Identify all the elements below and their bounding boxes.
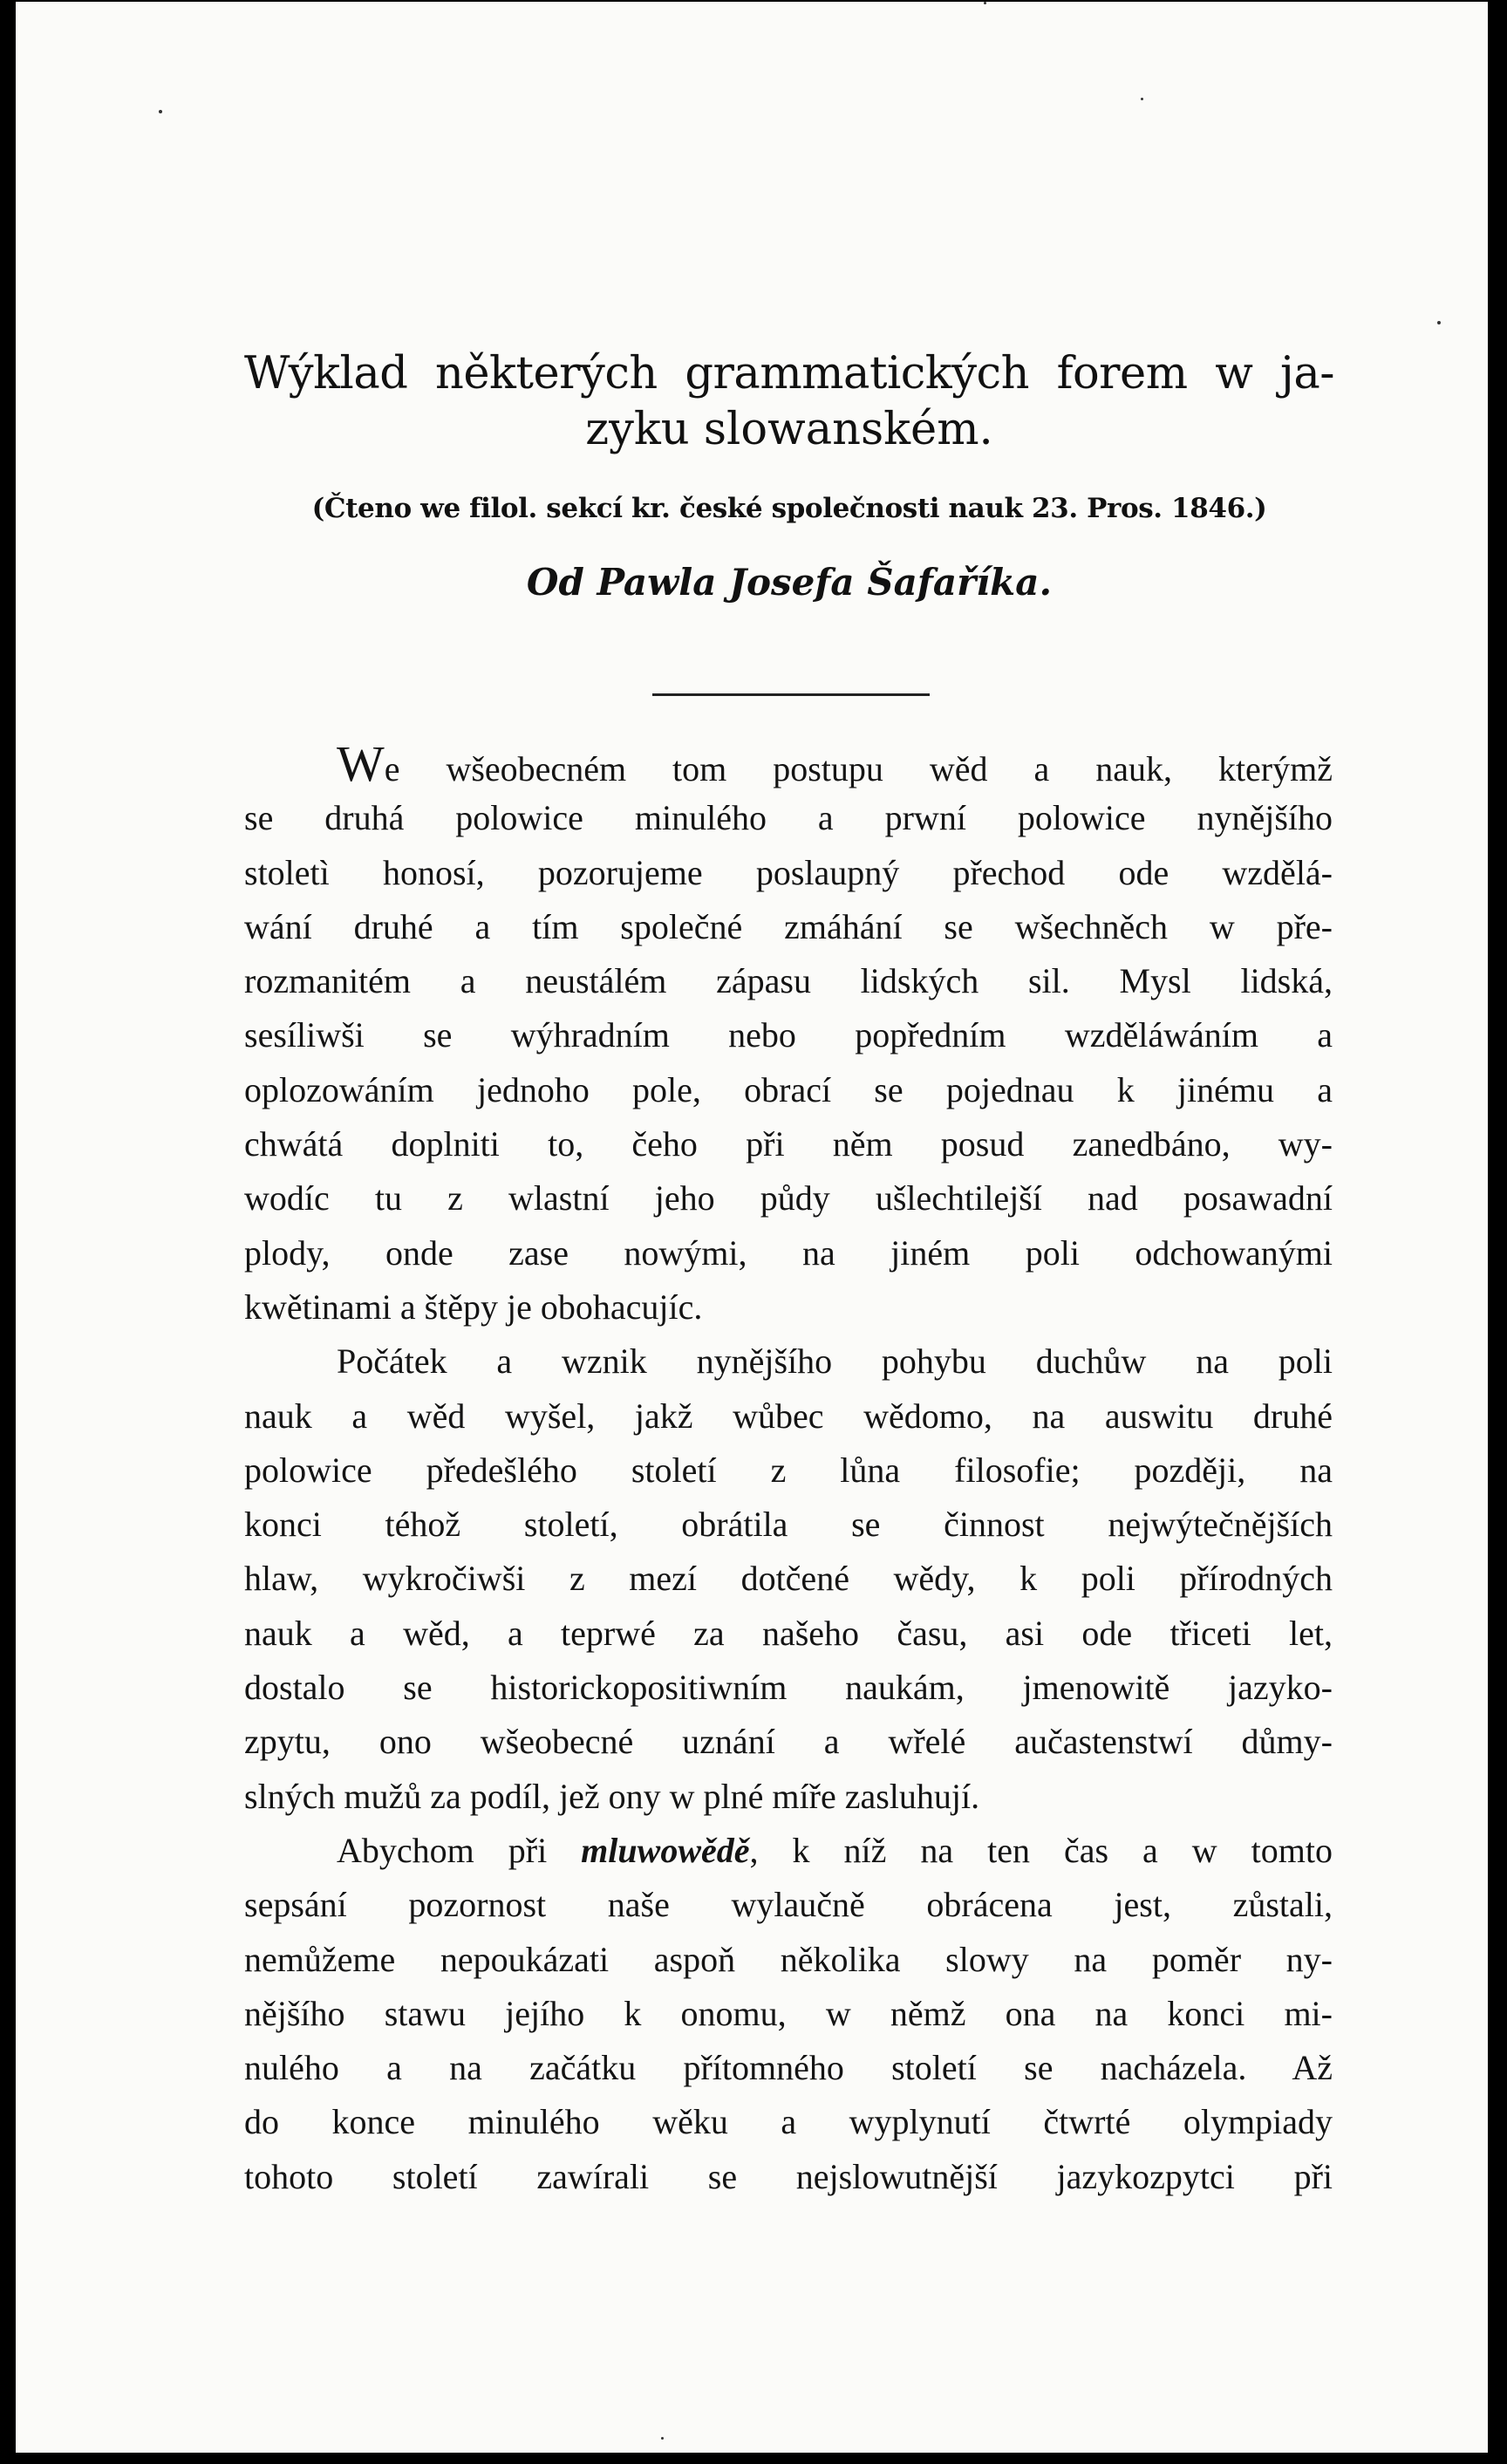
body-text bbox=[244, 737, 1333, 2204]
emphasis-term: mluwowědě bbox=[581, 1830, 750, 1870]
text-line: oplozowáním jednoho pole, obrací se pojednau k jinému a bbox=[244, 1069, 1333, 1109]
text-line: slných mužů za podíl, jež ony w plné míře zasluhují. bbox=[244, 1776, 980, 1816]
text-line: nauk a wěd, a teprwé za našeho času, asi ode třiceti let, bbox=[244, 1613, 1333, 1653]
text-line bbox=[244, 1824, 1333, 1878]
text-line: Počátek a wznik nynějšího pohybu duchůw na poli bbox=[337, 1341, 1333, 1382]
text-line: tohoto století zawírali se nejslowutnější jazykozpytci při bbox=[244, 2156, 1333, 2196]
drop-cap: W bbox=[337, 735, 385, 792]
scan-speck bbox=[984, 2, 986, 4]
text-line: wodíc tu z wlastní jeho půdy ušlechtilejší nad posawadní bbox=[244, 1178, 1333, 1218]
scan-speck bbox=[1437, 321, 1441, 324]
author-line: Od Pawla Josefa Šafaříka. bbox=[526, 561, 1053, 604]
text-line: wání druhé a tím společné zmáhání se wšechněch w pře- bbox=[244, 906, 1333, 946]
text-fragment: , k níž na ten čas a w tomto bbox=[749, 1830, 1333, 1870]
subtitle: (Čteno we filol. sekcí kr. české společnosti nauk 23. Pros. 1846.) bbox=[311, 493, 1267, 524]
text-line-rest: e wšeobecném tom postupu wěd a nauk, kterýmž bbox=[384, 749, 1333, 788]
text-line: nulého a na začátku přítomného století se nacházela. Až bbox=[244, 2048, 1333, 2088]
title-line-2: zyku slowanském. bbox=[585, 404, 993, 455]
text-line: se druhá polowice minulého a prwní polowice nynějšího bbox=[244, 798, 1333, 838]
text-line: chwátá doplniti to, čeho při něm posud zanedbáno, wy- bbox=[244, 1124, 1333, 1164]
text-line: konci téhož století, obrátila se činnost nejwýtečnějších bbox=[244, 1505, 1333, 1545]
text-line: polowice předešlého století z lůna filosofie; později, na bbox=[244, 1450, 1333, 1490]
scan-speck bbox=[1141, 98, 1143, 100]
title-line-1: Wýklad některých grammatických forem w ja- bbox=[244, 348, 1334, 399]
text-line bbox=[244, 737, 1333, 791]
text-line: zpytu, ono wšeobecné uznání a wřelé aučastenstwí důmy- bbox=[244, 1722, 1333, 1762]
text-line: dostalo se historickopositiwním naukám, jmenowitě jazyko- bbox=[244, 1668, 1333, 1708]
text-line: do konce minulého wěku a wyplynutí čtwrté olympiady bbox=[244, 2102, 1333, 2142]
text-line: hlaw, wykročiwši z mezí dotčené wědy, k poli přírodných bbox=[244, 1559, 1333, 1599]
scan-speck bbox=[159, 110, 162, 113]
document-page bbox=[16, 2, 1488, 2453]
text-line: nemůžeme nepoukázati aspoň několika slowy na poměr ny- bbox=[244, 1939, 1333, 1979]
text-line: stoletì honosí, pozorujeme poslaupný přechod ode wzdělá- bbox=[244, 852, 1333, 892]
text-line: sepsání pozornost naše wylaučně obrácena jest, zůstali, bbox=[244, 1885, 1333, 1925]
scan-speck bbox=[661, 2437, 664, 2440]
text-line: sesíliwši se wýhradním nebo popředním wzděláwáním a bbox=[244, 1015, 1333, 1055]
text-line: rozmanitém a neustálém zápasu lidských sil. Mysl lidská, bbox=[244, 961, 1333, 1001]
divider-rule bbox=[652, 693, 930, 696]
header-block bbox=[244, 346, 1334, 604]
text-line: kwětinami a štěpy je obohacujíc. bbox=[244, 1287, 703, 1327]
text-fragment: Abychom při bbox=[337, 1830, 582, 1870]
text-line: plody, onde zase nowými, na jiném poli odchowanými bbox=[244, 1232, 1333, 1273]
text-line: nauk a wěd wyšel, jakž wůbec wědomo, na auswitu druhé bbox=[244, 1396, 1333, 1436]
text-line: nějšího stawu jejího k onomu, w němž ona na konci mi- bbox=[244, 1993, 1333, 2033]
